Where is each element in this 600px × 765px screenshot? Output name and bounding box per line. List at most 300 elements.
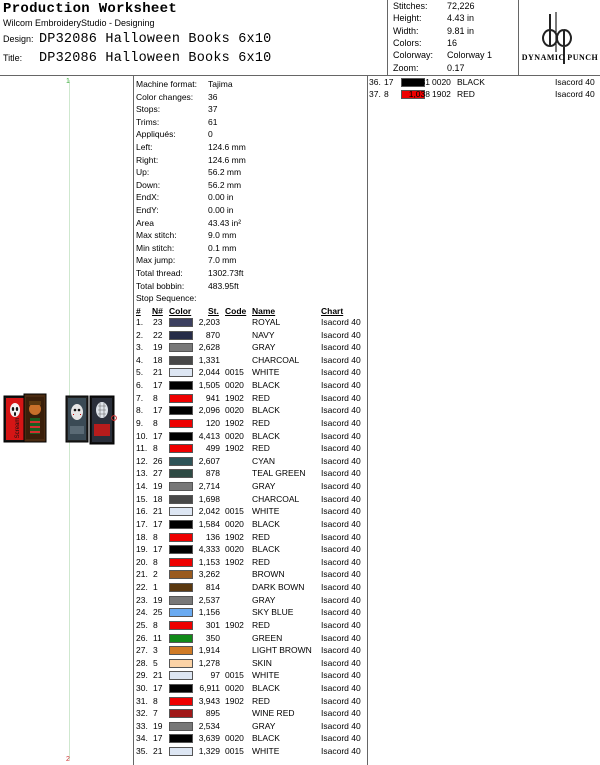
needle-number: 27 xyxy=(153,468,163,479)
color-swatch xyxy=(169,520,193,529)
thread-code: 1902 xyxy=(225,619,244,630)
color-name: SKIN xyxy=(252,657,272,668)
spec-label: Max jump: xyxy=(136,255,176,266)
stop-row xyxy=(134,456,368,469)
spec-value: 0.00 in xyxy=(208,205,234,215)
stitch-count: 1,698 xyxy=(198,493,220,504)
spec-value: 36 xyxy=(208,91,218,102)
color-swatch xyxy=(169,659,193,668)
stitch-count: 97 xyxy=(210,670,220,681)
color-name: RED xyxy=(252,417,270,428)
book-freddy-icon xyxy=(24,394,46,442)
stat-value: Colorway 1 xyxy=(447,50,493,61)
needle-number: 19 xyxy=(153,481,163,492)
color-name: RED xyxy=(252,392,270,403)
thread-chart: Isacord 40 xyxy=(321,657,361,668)
needle-number: 17 xyxy=(384,77,394,87)
thread-code: 0020 xyxy=(225,430,244,441)
thread-chart: Isacord 40 xyxy=(321,430,361,441)
stop-row xyxy=(368,89,600,102)
stitch-count: 301 xyxy=(205,619,220,630)
stitch-count: 1,331 xyxy=(198,354,220,365)
stitch-count: 2,044 xyxy=(198,367,220,378)
needle-number: 8 xyxy=(153,443,158,454)
color-swatch xyxy=(169,368,193,377)
color-swatch xyxy=(169,697,193,706)
color-swatch xyxy=(169,469,193,478)
needle-number: 11 xyxy=(153,632,162,643)
stitch-count: 2,537 xyxy=(198,594,220,605)
thread-chart: Isacord 40 xyxy=(321,720,361,731)
spec-row xyxy=(136,79,233,89)
needle-number: 17 xyxy=(153,405,163,416)
spec-value: 43.43 in² xyxy=(208,217,242,228)
spec-row xyxy=(136,155,246,165)
stop-row xyxy=(134,532,368,545)
stop-sequence-continued xyxy=(368,76,600,765)
stop-number: 36. xyxy=(369,77,381,87)
stop-number: 27. xyxy=(136,645,148,656)
color-name: CYAN xyxy=(252,455,275,466)
spec-value: 0 xyxy=(208,129,213,140)
page-title: Production Worksheet xyxy=(3,1,178,17)
color-name: BROWN xyxy=(252,569,285,580)
stat-value: 0.17 xyxy=(447,62,465,73)
spec-value: 37 xyxy=(208,104,218,115)
color-swatch xyxy=(169,482,193,491)
spec-label: Appliqués: xyxy=(136,129,176,140)
worksheet-header xyxy=(0,0,600,76)
stop-number: 1. xyxy=(136,317,144,327)
thread-code: 1902 xyxy=(225,556,244,567)
logo-text: DYNAMIC PUNCH xyxy=(521,53,599,62)
color-swatch xyxy=(169,444,193,453)
stop-row xyxy=(134,582,368,595)
stop-number: 28. xyxy=(136,657,148,668)
thread-code: 1902 xyxy=(225,695,244,706)
color-swatch xyxy=(169,608,193,617)
design-value: DP32086 Halloween Books 6x10 xyxy=(39,31,272,47)
stop-number: 3. xyxy=(136,342,144,353)
stop-row xyxy=(134,645,368,658)
thread-chart: Isacord 40 xyxy=(321,531,361,542)
logo-mark-icon xyxy=(520,0,600,76)
color-swatch xyxy=(169,495,193,504)
stop-number: 5. xyxy=(136,367,144,378)
stop-row xyxy=(134,481,368,494)
spec-value: 0.00 in xyxy=(208,192,234,203)
color-swatch xyxy=(169,457,193,466)
stop-number: 37. xyxy=(369,89,381,100)
stat-label: Colors: xyxy=(393,37,422,48)
stop-row xyxy=(134,557,368,570)
stitch-count: 941 xyxy=(205,392,220,403)
stop-number: 35. xyxy=(136,746,148,757)
stop-number: 18. xyxy=(136,531,148,542)
color-swatch xyxy=(169,533,193,542)
stitch-count: 2,534 xyxy=(198,720,220,731)
stitch-count: 2,096 xyxy=(198,405,220,416)
col-header-num: # xyxy=(136,306,141,316)
stat-label: Zoom: xyxy=(393,62,419,73)
stop-number: 4. xyxy=(136,354,144,365)
spec-label: Area xyxy=(136,217,154,228)
spec-row xyxy=(136,167,241,177)
spec-label: Down: xyxy=(136,179,161,190)
needle-number: 8 xyxy=(153,531,158,542)
stat-row xyxy=(393,13,474,23)
spec-label: Min stitch: xyxy=(136,242,175,253)
stop-number: 22. xyxy=(136,582,148,593)
color-name: RED xyxy=(252,556,270,567)
stop-number: 34. xyxy=(136,733,148,744)
needle-number: 21 xyxy=(153,506,163,517)
stop-row xyxy=(134,595,368,608)
color-name: LIGHT BROWN xyxy=(252,645,312,656)
color-name: GRAY xyxy=(252,594,276,605)
stitch-count: 1,914 xyxy=(198,645,220,656)
needle-number: 19 xyxy=(153,594,163,605)
stitch-count: 1,153 xyxy=(198,556,220,567)
color-swatch xyxy=(169,709,193,718)
stop-row xyxy=(134,658,368,671)
color-name: BLACK xyxy=(252,682,280,693)
thread-chart: Isacord 40 xyxy=(321,708,361,719)
color-name: BLACK xyxy=(252,518,280,529)
color-name: SKY BLUE xyxy=(252,607,294,618)
spec-value: 9.0 mm xyxy=(208,230,237,241)
stop-number: 9. xyxy=(136,417,144,428)
book-title-text: Scream xyxy=(15,417,21,439)
thread-chart: Isacord 40 xyxy=(321,405,361,416)
stop-number: 19. xyxy=(136,544,148,555)
color-name: ROYAL xyxy=(252,317,281,327)
spec-label: Up: xyxy=(136,167,150,178)
stop-number: 30. xyxy=(136,682,148,693)
stop-row xyxy=(134,443,368,456)
stop-row xyxy=(134,620,368,633)
thread-code: 1902 xyxy=(225,531,244,542)
color-name: WINE RED xyxy=(252,708,295,719)
color-name: CHARCOAL xyxy=(252,493,300,504)
stop-row xyxy=(134,746,368,759)
needle-number: 8 xyxy=(153,392,158,403)
color-swatch xyxy=(169,507,193,516)
spec-label: Right: xyxy=(136,154,159,165)
color-name: GRAY xyxy=(252,342,276,353)
spec-label: Color changes: xyxy=(136,91,194,102)
stitch-count: 3,262 xyxy=(198,569,220,580)
stop-row xyxy=(134,355,368,368)
needle-number: 21 xyxy=(153,670,163,681)
color-name: RED xyxy=(252,695,270,706)
thread-code: 1902 xyxy=(225,417,244,428)
stitch-count: 6,911 xyxy=(199,682,220,693)
spec-row xyxy=(136,230,236,240)
needle-number: 5 xyxy=(153,657,158,668)
stop-row xyxy=(134,342,368,355)
stop-number: 11. xyxy=(136,443,148,454)
spec-label: EndX: xyxy=(136,192,160,203)
stat-row xyxy=(393,38,457,48)
color-name: WHITE xyxy=(252,367,280,378)
thread-chart: Isacord 40 xyxy=(321,455,361,466)
thread-chart: Isacord 40 xyxy=(321,556,361,567)
thread-chart: Isacord 40 xyxy=(555,89,595,100)
thread-code: 0015 xyxy=(225,746,244,757)
stop-row xyxy=(134,380,368,393)
color-name: TEAL GREEN xyxy=(252,468,306,479)
spec-row xyxy=(136,281,239,291)
stop-row xyxy=(134,367,368,380)
stop-number: 31. xyxy=(136,695,148,706)
stop-number: 2. xyxy=(136,329,144,340)
needle-number: 8 xyxy=(384,89,389,100)
stop-row xyxy=(134,683,368,696)
color-name: GREEN xyxy=(252,632,283,643)
needle-number: 21 xyxy=(153,746,163,757)
needle-number: 21 xyxy=(153,367,163,378)
stitch-count: 2,607 xyxy=(198,455,220,466)
spec-value: 56.2 mm xyxy=(208,167,242,178)
stat-row xyxy=(393,26,474,36)
color-name: BLACK xyxy=(252,430,280,441)
col-header-n: N# xyxy=(152,306,163,316)
thread-code: 0015 xyxy=(225,367,244,378)
col-header-chart: Chart xyxy=(321,306,344,316)
stop-number: 23. xyxy=(136,594,148,605)
spec-row xyxy=(136,129,213,139)
stitch-count: 1,278 xyxy=(198,657,220,668)
stat-row xyxy=(393,63,465,73)
stop-row xyxy=(134,607,368,620)
needle-number: 8 xyxy=(153,556,158,567)
color-swatch xyxy=(169,558,193,567)
color-name: WHITE xyxy=(252,670,280,681)
stop-number: 21. xyxy=(136,569,148,580)
thread-code: 0015 xyxy=(225,670,244,681)
needle-number: 8 xyxy=(153,695,158,706)
color-name: DARK BOWN xyxy=(252,582,305,593)
stop-row xyxy=(134,721,368,734)
color-swatch xyxy=(169,634,193,643)
thread-chart: Isacord 40 xyxy=(321,607,361,618)
thread-chart: Isacord 40 xyxy=(321,682,361,693)
needle-number: 3 xyxy=(153,645,158,656)
stitch-count: 814 xyxy=(205,582,220,593)
thread-chart: Isacord 40 xyxy=(321,417,361,428)
spec-row xyxy=(136,243,236,253)
spec-label: Total thread: xyxy=(136,268,183,278)
stop-row xyxy=(134,519,368,532)
stop-row xyxy=(134,696,368,709)
stop-number: 10. xyxy=(136,430,148,441)
thread-code: 0020 xyxy=(225,518,244,529)
spec-row xyxy=(136,92,217,102)
stop-number: 32. xyxy=(136,708,148,719)
stop-number: 29. xyxy=(136,670,148,681)
stop-row xyxy=(134,708,368,721)
stop-number: 33. xyxy=(136,720,148,731)
color-name: NAVY xyxy=(252,329,275,340)
needle-number: 1 xyxy=(153,582,158,593)
stop-number: 20. xyxy=(136,556,148,567)
needle-number: 23 xyxy=(153,317,163,327)
thread-chart: Isacord 40 xyxy=(321,632,361,643)
stop-row xyxy=(134,670,368,683)
color-swatch xyxy=(169,394,193,403)
stop-row xyxy=(134,431,368,444)
spec-row xyxy=(136,104,217,114)
thread-chart: Isacord 40 xyxy=(321,468,361,479)
color-name: BLACK xyxy=(457,77,485,87)
color-name: BLACK xyxy=(252,380,280,391)
stop-number: 26. xyxy=(136,632,148,643)
stop-row xyxy=(134,544,368,557)
software-name: Wilcom EmbroideryStudio - Designing xyxy=(3,18,155,28)
stop-row xyxy=(134,468,368,481)
color-swatch xyxy=(169,343,193,352)
stitch-count: 4,413 xyxy=(198,430,220,441)
spec-label: EndY: xyxy=(136,205,159,215)
thread-chart: Isacord 40 xyxy=(321,367,361,378)
thread-code: 0015 xyxy=(225,506,244,517)
stop-number: 25. xyxy=(136,619,148,630)
stitch-count: 3,943 xyxy=(198,695,220,706)
spec-row xyxy=(136,205,234,215)
spec-value: 124.6 mm xyxy=(208,142,246,152)
stop-number: 24. xyxy=(136,607,148,618)
needle-number: 17 xyxy=(153,430,163,441)
stitch-count: 120 xyxy=(205,417,220,428)
thread-chart: Isacord 40 xyxy=(321,493,361,504)
color-swatch xyxy=(169,596,193,605)
color-swatch xyxy=(169,318,193,327)
stat-value: 16 xyxy=(447,37,458,48)
color-swatch xyxy=(169,381,193,390)
thread-code: 1902 xyxy=(225,443,244,454)
thread-code: 0020 xyxy=(225,733,244,744)
spec-row xyxy=(136,218,241,228)
stitch-count: 1,505 xyxy=(198,380,220,391)
title-row xyxy=(3,50,271,66)
stop-row xyxy=(134,494,368,507)
spec-label: Machine format: xyxy=(136,79,197,89)
stop-row xyxy=(134,633,368,646)
color-name: WHITE xyxy=(252,506,280,517)
spec-row xyxy=(136,268,243,278)
stitch-count: 1,584 xyxy=(198,518,220,529)
color-swatch xyxy=(169,432,193,441)
spec-value: 7.0 mm xyxy=(208,255,237,266)
thread-chart: Isacord 40 xyxy=(321,746,361,757)
color-swatch xyxy=(169,406,193,415)
spec-label: Total bobbin: xyxy=(136,280,185,291)
color-name: BLACK xyxy=(252,544,280,555)
spec-row xyxy=(136,117,217,127)
needle-number: 17 xyxy=(153,380,163,391)
thread-code: 1902 xyxy=(225,392,244,403)
stop-sequence-title: Stop Sequence: xyxy=(136,293,197,303)
needle-number: 22 xyxy=(153,329,163,340)
spec-label: Trims: xyxy=(136,116,160,127)
thread-chart: Isacord 40 xyxy=(321,544,361,555)
stop-row xyxy=(134,733,368,746)
stitch-count: 4,333 xyxy=(198,544,220,555)
needle-number: 18 xyxy=(153,354,163,365)
spec-row xyxy=(136,142,246,152)
thread-code: 0020 xyxy=(225,405,244,416)
stop-number: 8. xyxy=(136,405,144,416)
stat-row xyxy=(393,50,492,60)
book-scream-icon xyxy=(4,396,26,442)
design-preview-image xyxy=(0,388,134,458)
thread-chart: Isacord 40 xyxy=(321,594,361,605)
thread-chart: Isacord 40 xyxy=(321,645,361,656)
spec-row xyxy=(136,192,234,202)
col-header-code: Code xyxy=(225,306,247,316)
color-name: RED xyxy=(252,619,270,630)
stitch-count: 1,156 xyxy=(198,607,220,618)
stop-row xyxy=(134,330,368,343)
thread-chart: Isacord 40 xyxy=(321,481,361,492)
thread-chart: Isacord 40 xyxy=(321,354,361,365)
color-name: BLACK xyxy=(252,733,280,744)
color-name: CHARCOAL xyxy=(252,354,300,365)
needle-number: 17 xyxy=(153,682,163,693)
color-swatch xyxy=(169,684,193,693)
stop-row xyxy=(134,506,368,519)
color-swatch xyxy=(169,331,193,340)
color-swatch xyxy=(169,621,193,630)
design-row xyxy=(3,31,271,47)
thread-chart: Isacord 40 xyxy=(321,619,361,630)
stitch-count: 499 xyxy=(205,443,220,454)
color-swatch xyxy=(169,671,193,680)
stop-number: 7. xyxy=(136,392,144,403)
start-marker: 1 xyxy=(66,78,70,85)
stop-number: 16. xyxy=(136,506,148,517)
spec-value: 483.95ft xyxy=(208,280,239,291)
color-swatch xyxy=(169,545,193,554)
stitch-count: 878 xyxy=(205,468,220,479)
stitch-count: 870 xyxy=(205,329,220,340)
color-name: RED xyxy=(252,443,270,454)
stitch-count: 1,038 xyxy=(408,89,430,100)
thread-chart: Isacord 40 xyxy=(321,733,361,744)
stop-number: 17. xyxy=(136,518,148,529)
stat-label: Height: xyxy=(393,13,422,24)
design-preview-panel xyxy=(0,76,134,765)
spec-value: 56.2 mm xyxy=(208,179,242,190)
stop-number: 14. xyxy=(136,481,148,492)
needle-number: 7 xyxy=(153,708,158,719)
needle-number: 8 xyxy=(153,417,158,428)
stat-value: 4.43 in xyxy=(447,13,475,24)
needle-number: 19 xyxy=(153,720,163,731)
stat-label: Width: xyxy=(393,25,419,36)
color-name: GRAY xyxy=(252,720,276,731)
stitch-count: 136 xyxy=(205,531,220,542)
thread-chart: Isacord 40 xyxy=(321,342,361,353)
spec-value: 61 xyxy=(208,116,218,127)
design-stats xyxy=(389,0,519,76)
stitch-count: 350 xyxy=(205,632,220,643)
color-name: RED xyxy=(252,531,270,542)
thread-code: 1902 xyxy=(432,89,451,100)
spec-row xyxy=(136,255,236,265)
thread-code: 0020 xyxy=(225,682,244,693)
